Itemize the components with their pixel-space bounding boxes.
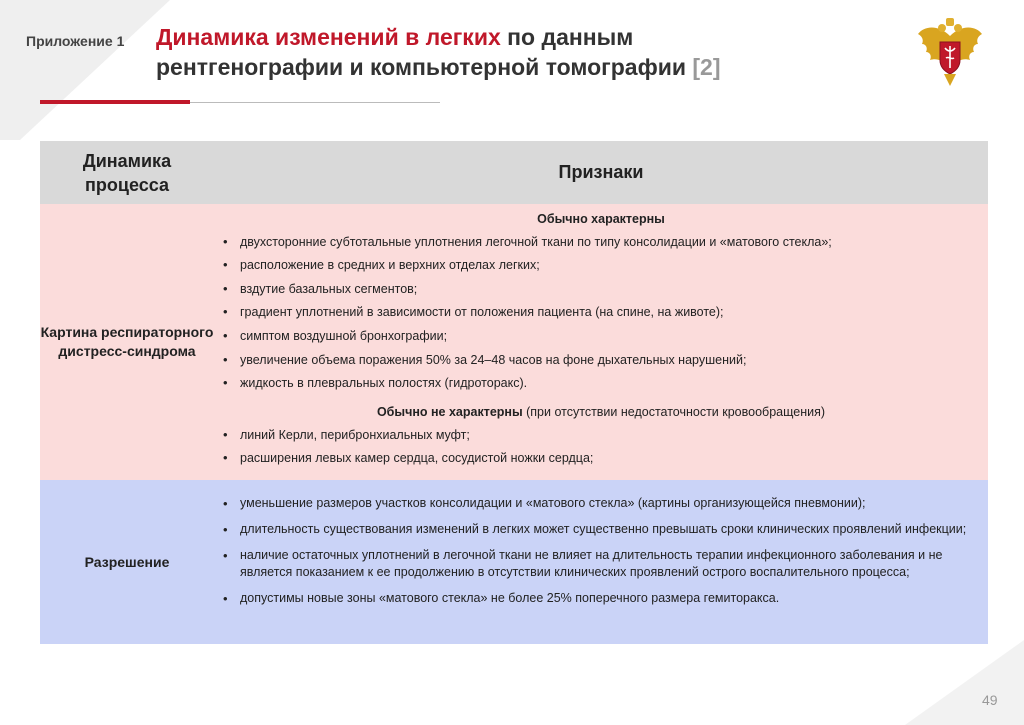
list-item: • вздутие базальных сегментов; xyxy=(214,281,988,297)
col-header-dynamics: Динамика процесса xyxy=(82,150,172,195)
atypical-heading-bold: Обычно не характерны xyxy=(376,405,523,420)
atypical-heading xyxy=(214,405,988,419)
table-header xyxy=(40,141,988,204)
resolution-signs-cell xyxy=(214,480,988,644)
coat-of-arms-emblem-icon xyxy=(914,14,986,90)
resolution-list xyxy=(214,495,988,607)
list-item: • симптом воздушной бронхографии; xyxy=(214,328,988,344)
list-item: • расширения левых камер сердца, сосудистой ножки сердца; xyxy=(214,450,988,466)
list-item: • линий Керли, перибронхиальных муфт; xyxy=(214,427,988,443)
ards-signs-cell xyxy=(214,204,988,480)
title-highlight: Динамика изменений в легких xyxy=(156,24,501,50)
list-item: • двухсторонние субтотальные уплотнения легочной ткани по типу консолидации и «матового стекла»; xyxy=(214,234,988,250)
col-header-signs: Признаки xyxy=(558,162,644,182)
list-item: • расположение в средних и верхних отделах легких; xyxy=(214,257,988,273)
title-accent-bar xyxy=(40,100,190,104)
row-label-ards: Картина респираторного дистресс-синдрома xyxy=(40,324,214,359)
typical-heading: Обычно характерны xyxy=(537,212,665,226)
row-label-resolution: Разрешение xyxy=(84,553,170,570)
table-row-resolution xyxy=(40,480,988,644)
list-item: • жидкость в плевральных полостях (гидроторакс). xyxy=(214,375,988,391)
list-item: • длительность существования изменений в легких может существенно превышать сроки клинических проявлений инфекции; xyxy=(214,521,988,538)
atypical-heading-note: (при отсутствии недостаточности кровообращения) xyxy=(522,405,826,420)
typical-list xyxy=(214,234,988,392)
list-item: • уменьшение размеров участков консолидации и «матового стекла» (картины организующейся пневмонии); xyxy=(214,495,988,512)
list-item: • увеличение объема поражения 50% за 24–48 часов на фоне дыхательных нарушений; xyxy=(214,352,988,368)
atypical-list xyxy=(214,427,988,467)
findings-table xyxy=(40,141,988,644)
title-rest: по данным xyxy=(500,24,634,50)
list-item: • наличие остаточных уплотнений в легочной ткани не влияет на длительность терапии инфекционного заболевания и не является показанием к ее продолжению в отсутствии клинических проявлений острого воспалительного процесса; xyxy=(214,547,988,581)
page-title xyxy=(156,22,876,82)
table-row-ards xyxy=(40,204,988,480)
page-number: 49 xyxy=(982,692,998,708)
list-item: • допустимы новые зоны «матового стекла» не более 25% поперечного размера гемиторакса. xyxy=(214,590,988,607)
list-item: • градиент уплотнений в зависимости от положения пациента (на спине, на животе); xyxy=(214,304,988,320)
title-reference: [2] xyxy=(692,54,721,80)
title-line2: рентгенографии и компьютерной томографии xyxy=(156,54,686,80)
appendix-label: Приложение 1 xyxy=(26,33,125,49)
